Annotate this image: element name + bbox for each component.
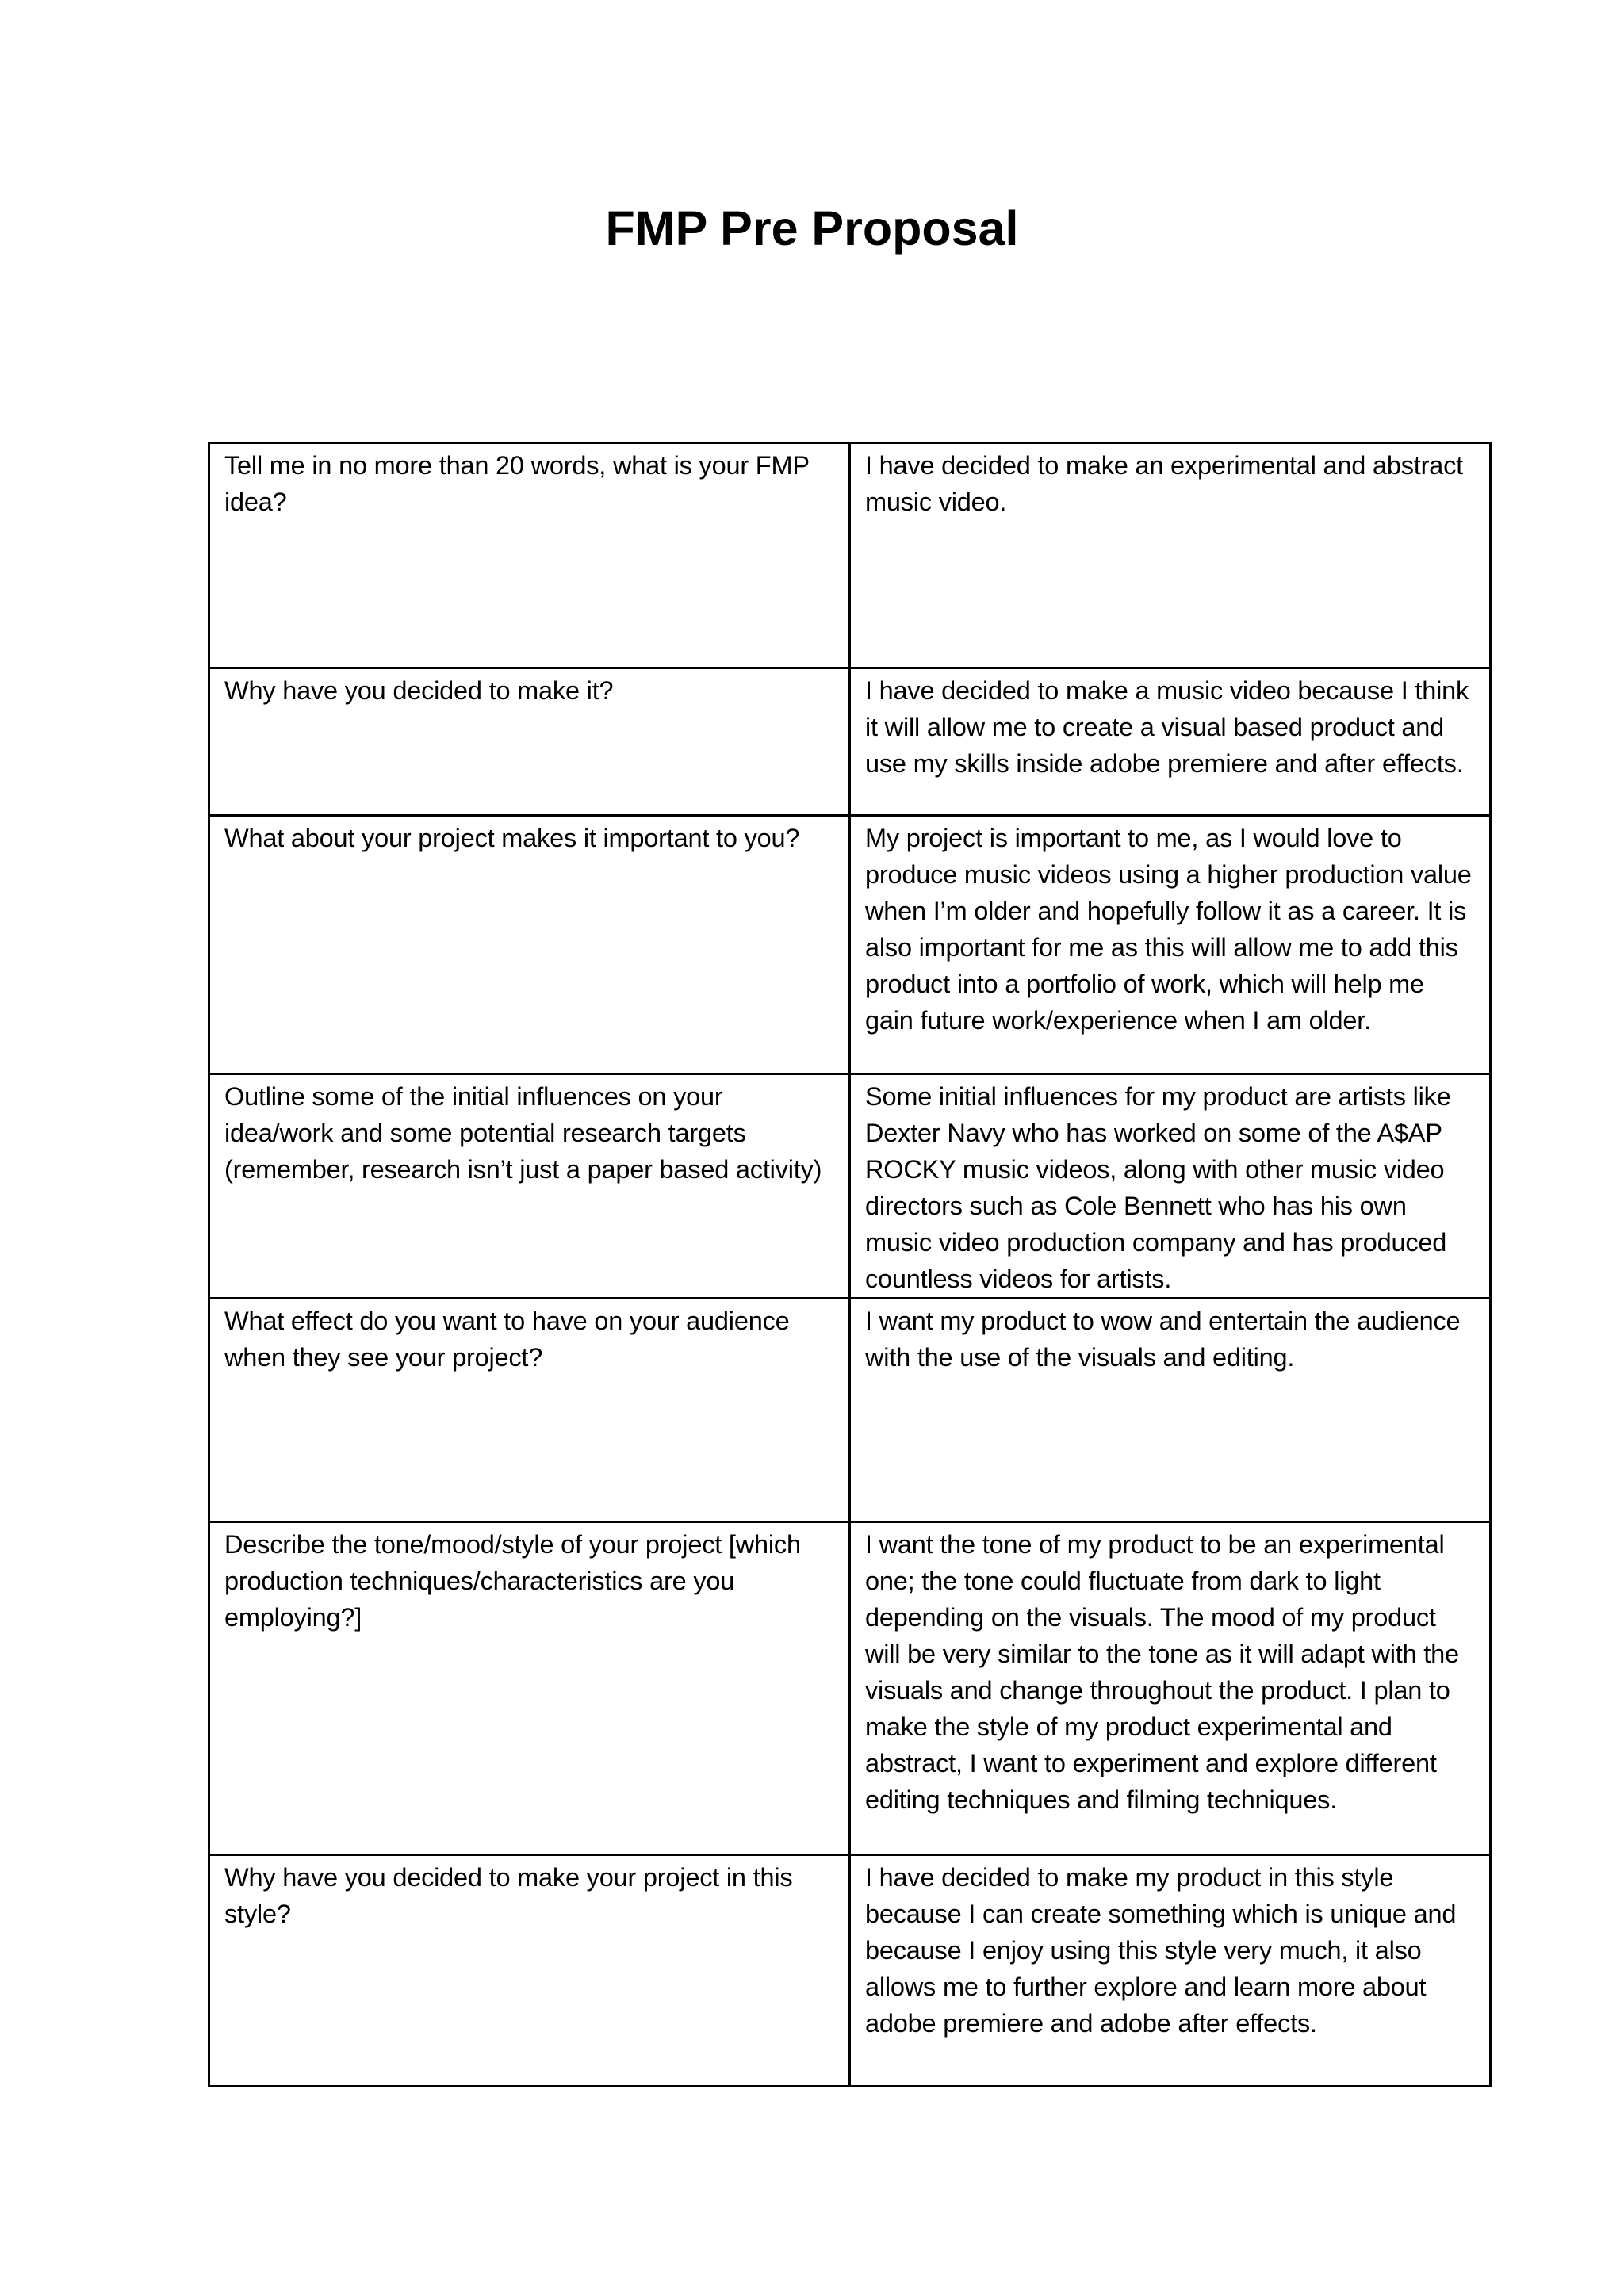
answer-cell: My project is important to me, as I would love to produce music videos using a higher production value when I’m older and hopefully follow it as a career. It is also important for me as this will allow me to add this product into a portfolio of work, which will help me gain future work/experience when I am older. <box>850 816 1491 1074</box>
table-row <box>209 443 1491 668</box>
answer-cell: I have decided to make an experimental and abstract music video. <box>850 443 1491 668</box>
question-cell: What about your project makes it important to you? <box>209 816 850 1074</box>
table-row <box>209 816 1491 1074</box>
answer-cell: I want my product to wow and entertain the audience with the use of the visuals and editing. <box>850 1299 1491 1522</box>
page-title: FMP Pre Proposal <box>605 201 1019 255</box>
question-cell: Describe the tone/mood/style of your project [which production techniques/characteristics are you employing?] <box>209 1522 850 1855</box>
table-row <box>209 1074 1491 1299</box>
question-cell: Why have you decided to make your project in this style? <box>209 1855 850 2087</box>
table-row <box>209 1855 1491 2087</box>
question-cell: Why have you decided to make it? <box>209 668 850 816</box>
question-cell: What effect do you want to have on your audience when they see your project? <box>209 1299 850 1522</box>
answer-cell: I have decided to make a music video because I think it will allow me to create a visual based product and use my skills inside adobe premiere and after effects. <box>850 668 1491 816</box>
table-row <box>209 1522 1491 1855</box>
table-row <box>209 668 1491 816</box>
question-cell: Outline some of the initial influences on your idea/work and some potential research targets (remember, research isn’t just a paper based activity) <box>209 1074 850 1299</box>
answer-cell: I have decided to make my product in this style because I can create something which is unique and because I enjoy using this style very much, it also allows me to further explore and learn more about adobe premiere and adobe after effects. <box>850 1855 1491 2087</box>
answer-cell: I want the tone of my product to be an experimental one; the tone could fluctuate from dark to light depending on the visuals. The mood of my product will be very similar to the tone as it will adapt with the visuals and change throughout the product. I plan to make the style of my product experimental and abstract, I want to experiment and explore different editing techniques and filming techniques. <box>850 1522 1491 1855</box>
answer-cell: Some initial influences for my product are artists like Dexter Navy who has worked on some of the A$AP ROCKY music videos, along with other music video directors such as Cole Bennett who has his own music video production company and has produced countless videos for artists. <box>850 1074 1491 1299</box>
question-cell: Tell me in no more than 20 words, what is your FMP idea? <box>209 443 850 668</box>
proposal-table <box>208 442 1492 2087</box>
table-row <box>209 1299 1491 1522</box>
